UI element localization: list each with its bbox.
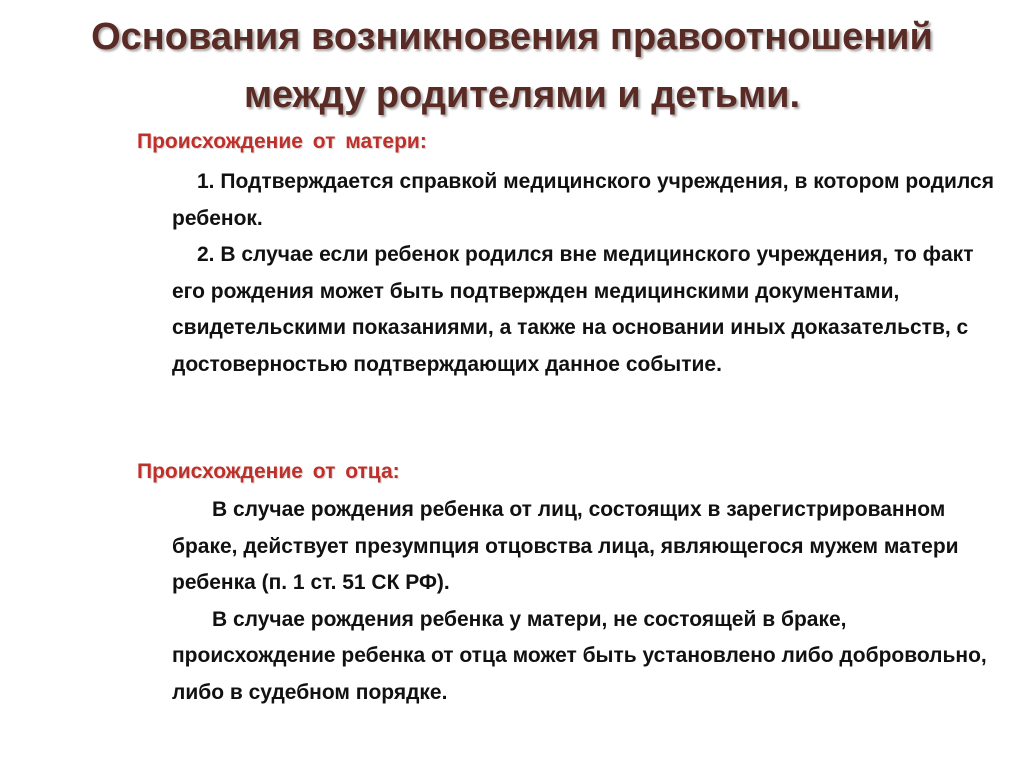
slide-content: [137, 126, 997, 704]
father-paragraph-1: В случае рождения ребенка от лиц, состоящих в зарегистрированном браке, действует презумпция отцовства лица, являющегося мужем матери ребенка (п. 1 ст. 51 СК РФ).: [172, 498, 959, 594]
section-father-origin: [137, 456, 997, 711]
mother-item-2: 2. В случае если ребенок родился вне медицинского учреждения, то факт его рождения может быть подтвержден медицинскими документами, свидетельскими показаниями, а также на основании иных доказательств, с достоверностью подтверждающих данное событие.: [172, 243, 974, 376]
mother-origin-heading: Происхождение от матери:: [137, 130, 427, 153]
title-line-1: Основания возникновения правоотношений: [91, 16, 933, 58]
mother-item-1: 1. Подтверждается справкой медицинского учреждения, в котором родился ребенок.: [172, 170, 994, 230]
father-paragraph-2: В случае рождения ребенка у матери, не состоящей в браке, происхождение ребенка от отца может быть установлено либо добровольно, либо в судебном порядке.: [172, 607, 987, 704]
father-origin-heading: Происхождение от отца:: [137, 460, 400, 483]
slide-title: [0, 8, 1024, 124]
section-mother-origin: [137, 126, 997, 383]
title-line-2: между родителями и детьми.: [243, 74, 801, 116]
